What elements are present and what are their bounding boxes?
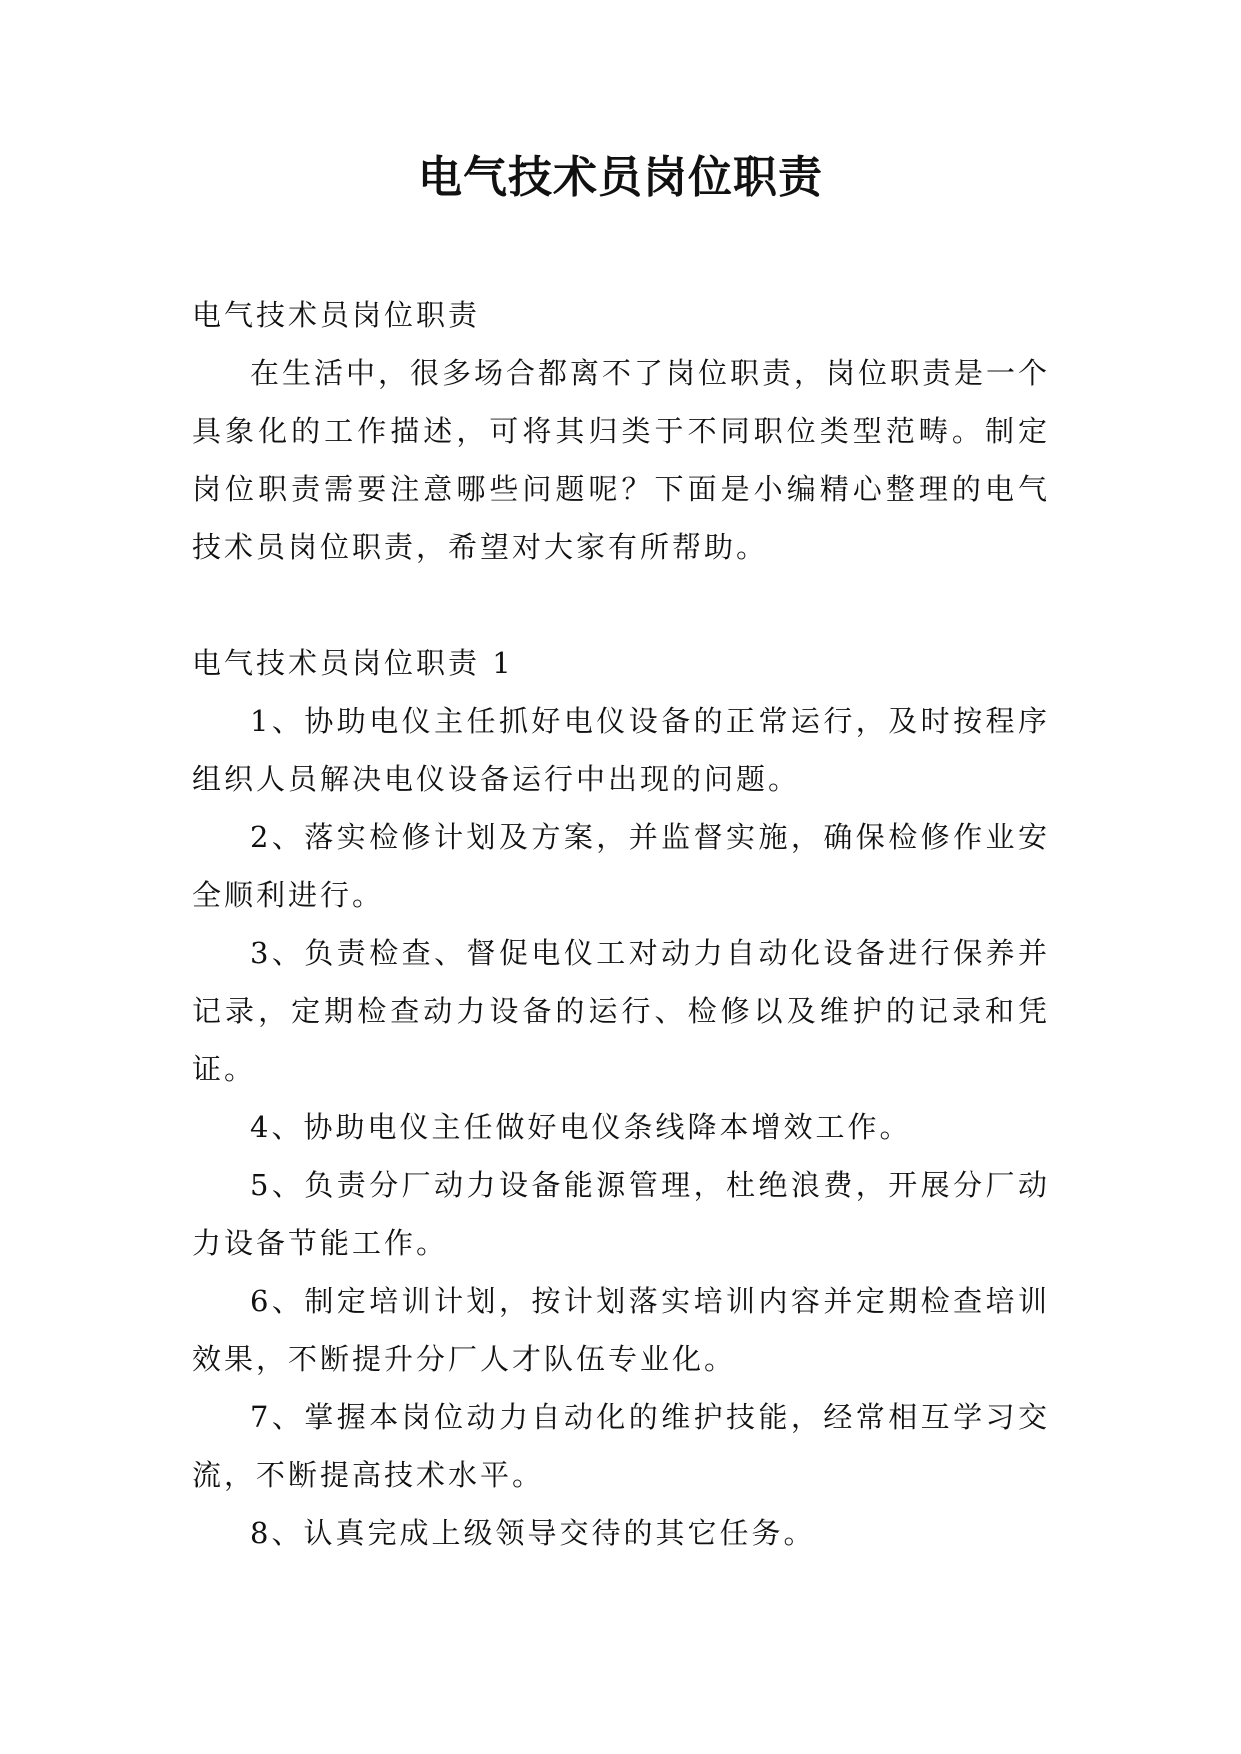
duty-item-8: 8、认真完成上级领导交待的其它任务。 — [250, 1516, 816, 1550]
duty-item-2: 2、落实检修计划及方案，并监督实施，确保检修作业安全顺利进行。 — [192, 820, 1050, 912]
duty-item-5: 5、负责分厂动力设备能源管理，杜绝浪费，开展分厂动力设备节能工作。 — [192, 1168, 1050, 1260]
duty-item-1: 1、协助电仪主任抓好电仪设备的正常运行，及时按程序组织人员解决电仪设备运行中出现的问题。 — [192, 704, 1050, 796]
document-title: 电气技术员岗位职责 — [418, 152, 823, 203]
duty-item-4: 4、协助电仪主任做好电仪条线降本增效工作。 — [250, 1110, 912, 1144]
document-body — [192, 286, 1050, 1562]
duty-item-7: 7、掌握本岗位动力自动化的维护技能，经常相互学习交流，不断提高技术水平。 — [192, 1400, 1050, 1492]
duty-item-3: 3、负责检查、督促电仪工对动力自动化设备进行保养并记录，定期检查动力设备的运行、检修以及维护的记录和凭证。 — [192, 936, 1050, 1086]
duty-item-6: 6、制定培训计划，按计划落实培训内容并定期检查培训效果，不断提升分厂人才队伍专业化。 — [192, 1284, 1050, 1376]
section-heading: 电气技术员岗位职责 1 — [192, 646, 514, 680]
paragraph-spacer — [192, 576, 1050, 634]
document-subtitle: 电气技术员岗位职责 — [192, 298, 481, 332]
intro-paragraph: 在生活中，很多场合都离不了岗位职责，岗位职责是一个具象化的工作描述，可将其归类于不同职位类型范畴。制定岗位职责需要注意哪些问题呢？下面是小编精心整理的电气技术员岗位职责，希望对大家有所帮助。 — [192, 356, 1051, 564]
